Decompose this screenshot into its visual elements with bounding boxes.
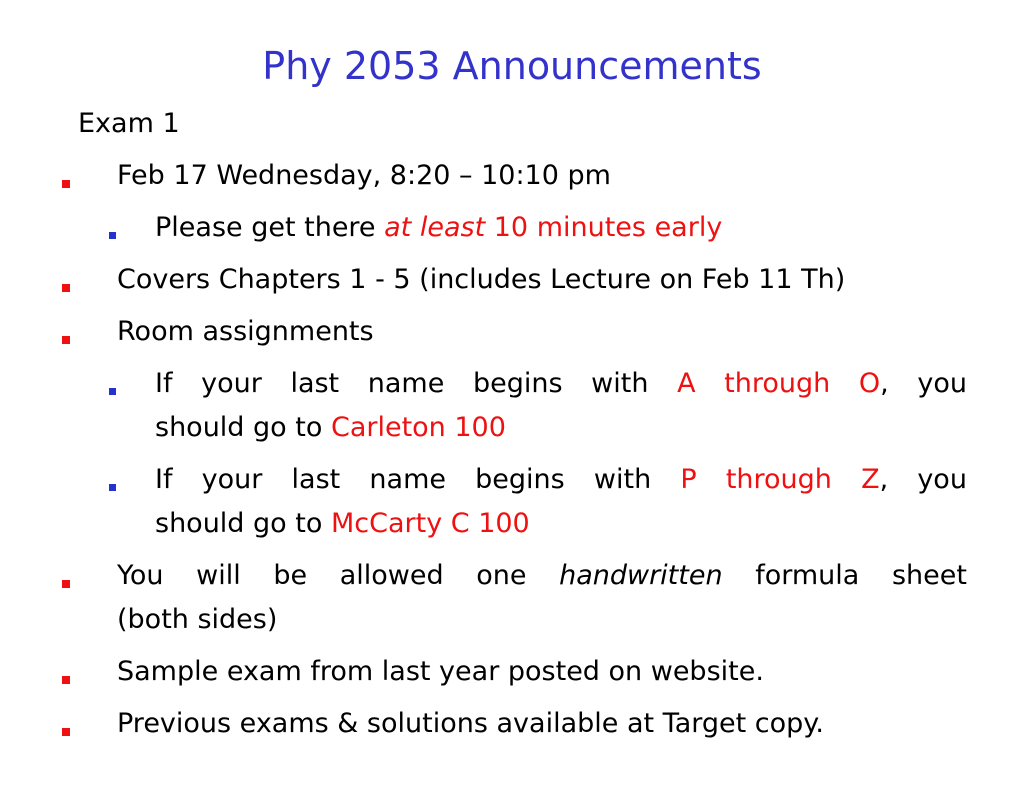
red-square-bullet-icon bbox=[62, 180, 70, 188]
previous-exams-note: Previous exams & solutions available at Target copy. bbox=[117, 708, 824, 739]
name-range-p-z: P through Z bbox=[680, 464, 880, 495]
red-square-bullet-icon bbox=[62, 728, 70, 736]
sample-exam-note: Sample exam from last year posted on website. bbox=[117, 656, 764, 687]
room-carleton-100: Carleton 100 bbox=[330, 412, 506, 443]
arrive-early-prefix: Please get there bbox=[155, 212, 385, 243]
formula-sheet-rule-line2: (both sides) bbox=[117, 604, 278, 635]
arrive-early-note bbox=[155, 210, 722, 246]
red-square-bullet-icon bbox=[62, 676, 70, 684]
room-rule-p-z-line2: should go to McCarty C 100 bbox=[155, 508, 530, 539]
ten-minutes-emphasis: 10 minutes early bbox=[485, 212, 723, 243]
exam-date: Feb 17 Wednesday, 8:20 – 10:10 pm bbox=[117, 160, 611, 191]
room-assignments-heading: Room assignments bbox=[117, 316, 374, 347]
red-square-bullet-icon bbox=[62, 336, 70, 344]
room-rule-a-o: If your last name begins with A through O, you bbox=[155, 368, 967, 399]
blue-square-bullet-icon bbox=[109, 484, 116, 491]
room-rule-a-o-line2: should go to Carleton 100 bbox=[155, 412, 506, 443]
red-square-bullet-icon bbox=[62, 580, 70, 588]
blue-square-bullet-icon bbox=[109, 232, 116, 239]
at-least-emphasis: at least bbox=[384, 212, 486, 243]
slide-title: Phy 2053 Announcements bbox=[262, 44, 762, 88]
chapters-covered: Covers Chapters 1 - 5 (includes Lecture on Feb 11 Th) bbox=[117, 264, 846, 295]
blue-square-bullet-icon bbox=[109, 388, 116, 395]
room-rule-p-z: If your last name begins with P through Z, you bbox=[155, 464, 967, 495]
name-range-a-o: A through O bbox=[677, 368, 881, 399]
handwritten-emphasis: handwritten bbox=[559, 560, 723, 591]
red-square-bullet-icon bbox=[62, 284, 70, 292]
exam-heading: Exam 1 bbox=[78, 108, 180, 139]
formula-sheet-rule: You will be allowed one handwritten formula sheet bbox=[117, 560, 967, 591]
room-mccarty-c-100: McCarty C 100 bbox=[330, 508, 530, 539]
